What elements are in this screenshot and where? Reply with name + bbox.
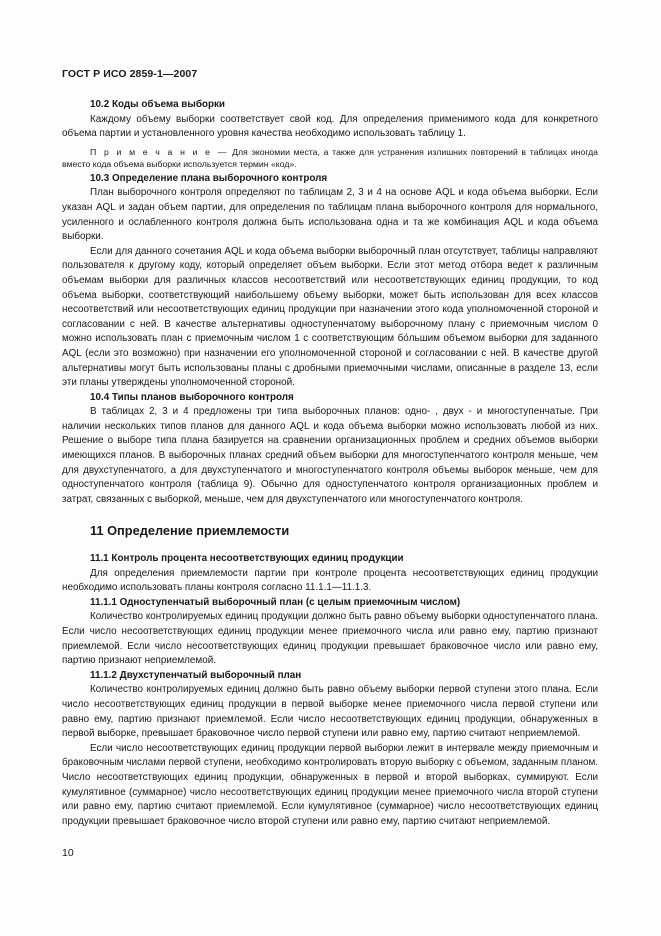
section-10-3-paragraph-1: План выборочного контроля определяют по таблицам 2, 3 и 4 на основе AQL и кода объема выборки. Если указан AQL и задан объем партии, для определения по таблицам плана выборочного контроля для нормального, усиленного и ослабленного контроля должна быть использована одна и та же комбинация AQL и кода объема выборки. <box>62 187 598 243</box>
page-number: 10 <box>62 847 74 859</box>
section-10-2-paragraph: Каждому объему выборки соответствует свой код. Для определения применимого кода для конкретного объема партии и установленного уровня качества необходимо использовать таблицу 1. <box>62 113 598 140</box>
section-10-3-paragraph-2: Если для данного сочетания AQL и кода объема выборки выборочный план отсутствует, таблицы направляют пользователя к другому коду, который определяет объем выборки. Если этот метод отбора ведет к различным объемам выборки для различных классов несоответствий или несоответствующих единиц продукции, то код объема выборки, соответствующий наибольшему объему выборки, может быть использован для всех классов несоответствий или несоответствующих единиц продукции при назначении этого кода уполномоченной стороной и согласовании с ней. В качестве альтернативы одноступенчатому выборочному плану с приемочным числом 0 можно использовать план с приемочным числом 1 с соответствующим бо́льшим объемом выборки для заданного AQL (если это возможно) при назначении его уполномоченной стороной и согласовании с ней. В качестве другой альтернативы могут быть использованы планы с дробными приемочными числами, описанные в разделе 13, если эти планы утверждены уполномоченной стороной. <box>62 245 598 389</box>
document-standard-header: ГОСТ Р ИСО 2859-1—2007 <box>62 68 198 80</box>
note-text: Для экономии места, а также для устранения излишних повторений в таблицах иногда вместо кода объема выборки используется термин «код». <box>62 146 598 170</box>
section-10-2-heading: 10.2 Коды объема выборки <box>90 99 225 110</box>
section-10-3-heading: 10.3 Определение плана выборочного контроля <box>90 172 328 184</box>
page-content <box>62 98 598 829</box>
section-11-1-2-heading: 11.1.2 Двухступенчатый выборочный план <box>90 669 302 681</box>
section-11-1-2-paragraph-2: Если число несоответствующих единиц продукции первой выборки лежит в интервале между приемочным и браковочным числами первой ступени, необходимо контролировать вторую выборку с объемом, заданным планом. Число несоответствующих единиц продукции, обнаруженных в первой и второй выборках, суммируют. Если кумулятивное (суммарное) число несоответствующих единиц продукции менее приемочного числа второй ступени или равно ему, партию считают приемлемой. Если кумулятивное (суммарное) число несоответствующих единиц продукции превышает браковочное число второй ступени или равно ему, партию считают неприемлемой. <box>62 742 598 827</box>
section-11-heading: 11 Определение приемлемости <box>90 523 290 539</box>
note-label: П р и м е ч а н и е — <box>90 146 229 157</box>
section-11-1-paragraph: Для определения приемлемости партии при контроле процента несоответствующих единиц продукции необходимо использовать планы контроля согласно 11.1.1—11.1.3. <box>62 567 598 594</box>
section-11-1-1-heading: 11.1.1 Одноступенчатый выборочный план (с целым приемочным числом) <box>90 596 461 608</box>
section-11-1-1-paragraph: Количество контролируемых единиц продукции должно быть равно объему выборки одноступенчатого плана. Если число несоответствующих единиц продукции менее приемочного числа или равно ему, партию признают приемлемой. Если число несоответствующих единиц продукции превышает браковочное число или равно ему, партию признают неприемлемой. <box>62 611 598 667</box>
section-11-1-2-paragraph-1: Количество контролируемых единиц должно быть равно объему выборки первой ступени этого плана. Если число несоответствующих единиц продукции в первой выборке менее приемочного числа первой ступени или равно ему, партию признают приемлемой. Если число несоответствующих единиц продукции, обнаруженных в первой выборке, превышает браковочное число первой ступени или равно ему, партию считают неприемлемой. <box>62 684 598 740</box>
section-11-1-heading: 11.1 Контроль процента несоответствующих единиц продукции <box>90 553 404 565</box>
section-10-4-paragraph: В таблицах 2, 3 и 4 предложены три типа выборочных планов: одно- , двух - и многоступенчатые. При наличии нескольких типов планов для данного AQL и кода объема выборки можно использовать любой из них. Решение о выборе типа плана базируется на сравнении организационных проблем и средних объемов выборки имеющихся планов. В выборочных планах средний объем выборки для многоступенчатого контроля меньше, чем для двухступенчатого, а для двухступенчатого и многоступенчатого контроля объемы выборок меньше, чем для одноступенчатого контроля (таблица 9). Обычно для одноступенчатого контроля организационных проблем и затрат, связанных с выборкой, меньше, чем для двухступенчатого или многоступенчатого контроля. <box>62 406 598 505</box>
section-10-4-heading: 10.4 Типы планов выборочного контроля <box>90 391 294 403</box>
section-10-2-note <box>62 146 598 171</box>
